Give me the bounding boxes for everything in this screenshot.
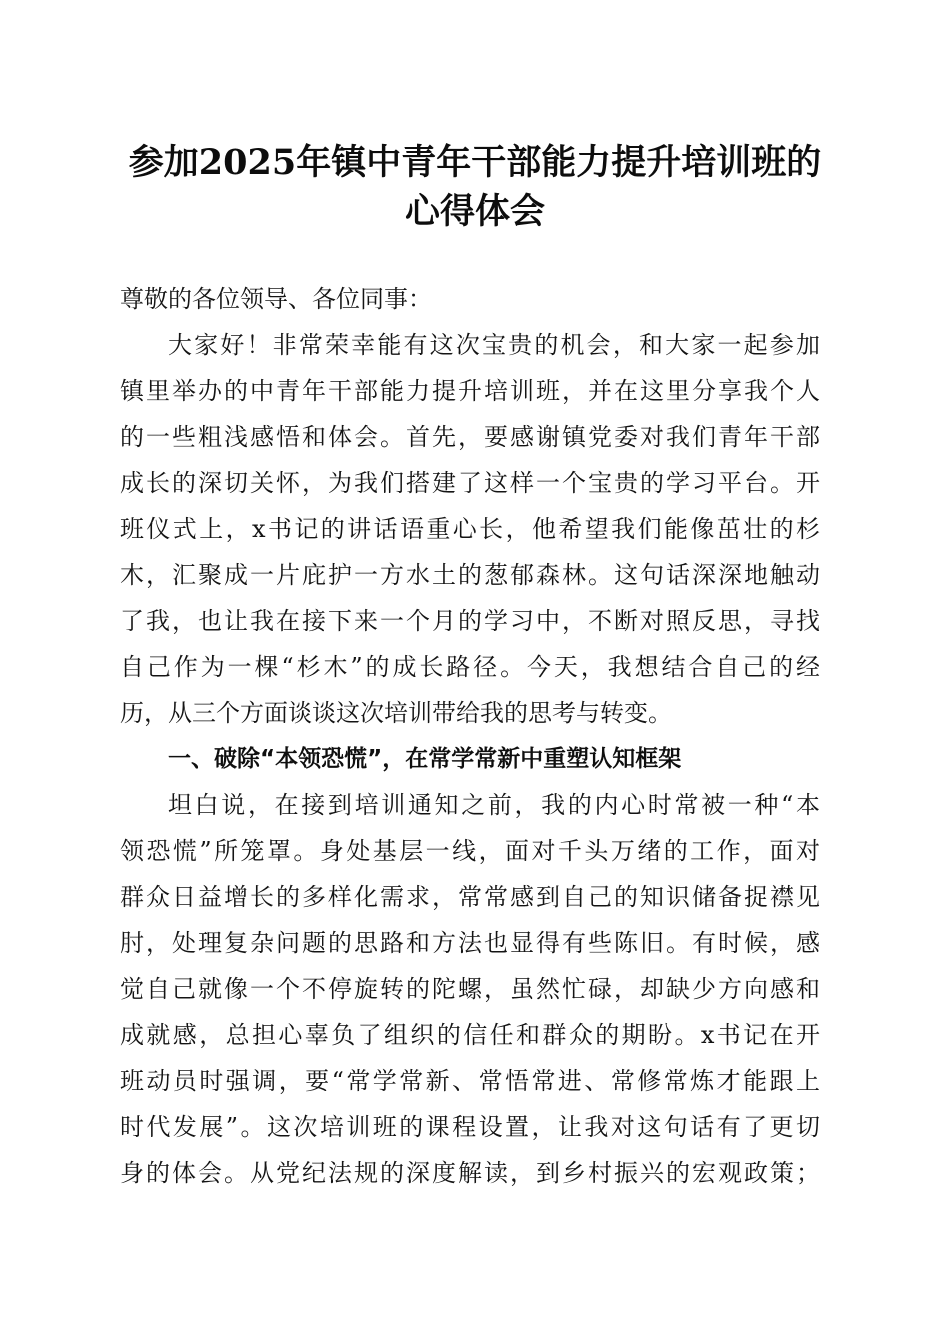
paragraph-line: 领恐慌”所笼罩。身处基层一线，面对千头万绪的工作，面对 [120, 837, 820, 865]
title-line-1: 参加2025年镇中青年干部能力提升培训班的 [128, 142, 822, 183]
paragraph-line: 大家好！非常荣幸能有这次宝贵的机会，和大家一起参加 [168, 331, 820, 359]
paragraph-line: 镇里举办的中青年干部能力提升培训班，并在这里分享我个人 [120, 377, 820, 405]
salutation: 尊敬的各位领导、各位同事： [120, 285, 432, 313]
paragraph-2 [120, 782, 820, 1196]
paragraph-line: 群众日益增长的多样化需求，常常感到自己的知识储备捉襟见 [120, 883, 820, 911]
paragraph-line: 身的体会。从党纪法规的深度解读，到乡村振兴的宏观政策； [120, 1159, 820, 1187]
paragraph-line: 班仪式上，x书记的讲话语重心长，他希望我们能像茁壮的杉 [120, 515, 820, 543]
document-body [120, 276, 820, 1196]
paragraph-line: 木，汇聚成一片庇护一方水土的葱郁森林。这句话深深地触动 [120, 561, 820, 589]
paragraph-line: 了我，也让我在接下来一个月的学习中，不断对照反思，寻找 [120, 607, 820, 635]
paragraph-line: 坦白说，在接到培训通知之前，我的内心时常被一种“本 [168, 791, 820, 819]
paragraph-line: 历，从三个方面谈谈这次培训带给我的思考与转变。 [120, 699, 672, 727]
paragraph-line: 肘，处理复杂问题的思路和方法也显得有些陈旧。有时候，感 [120, 929, 820, 957]
paragraph-line: 时代发展”。这次培训班的课程设置，让我对这句话有了更切 [120, 1113, 820, 1141]
paragraph-line: 班动员时强调，要“常学常新、常悟常进、常修常炼才能跟上 [120, 1067, 820, 1095]
paragraph-line: 的一些粗浅感悟和体会。首先，要感谢镇党委对我们青年干部 [120, 423, 820, 451]
paragraph-1 [120, 322, 820, 736]
paragraph-line: 自己作为一棵“杉木”的成长路径。今天，我想结合自己的经 [120, 653, 820, 681]
paragraph-line: 成就感，总担心辜负了组织的信任和群众的期盼。x书记在开 [120, 1021, 820, 1049]
paragraph-line: 成长的深切关怀，为我们搭建了这样一个宝贵的学习平台。开 [120, 469, 820, 497]
document-title [110, 138, 840, 236]
title-line-2: 心得体会 [404, 191, 545, 232]
paragraph-line: 觉自己就像一个不停旋转的陀螺，虽然忙碌，却缺少方向感和 [120, 975, 820, 1003]
section-heading: 一、破除“本领恐慌”，在常学常新中重塑认知框架 [168, 746, 682, 772]
